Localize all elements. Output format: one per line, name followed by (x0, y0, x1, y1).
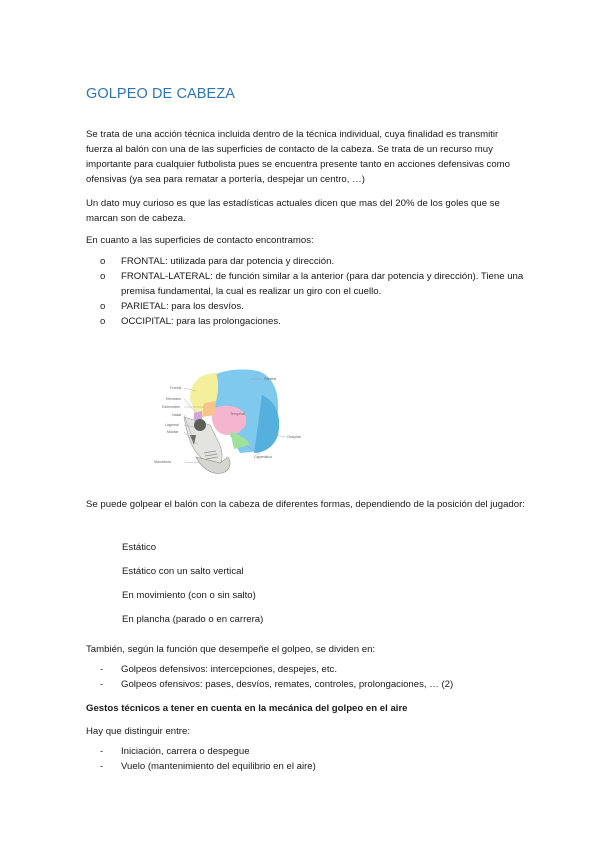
formas-intro: Se puede golpear el balón con la cabeza de diferentes formas, dependiendo de la posición del jugador: (86, 499, 525, 510)
skull-label-temporal: Temporal (230, 412, 245, 416)
list-item: - Golpeos defensivos: intercepciones, despejes, etc. (100, 664, 337, 675)
forma-item: En movimiento (con o sin salto) (122, 590, 256, 601)
forma-item: En plancha (parado o en carrera) (122, 614, 264, 625)
gestos-heading: Gestos técnicos a tener en cuenta en la mecánica del golpeo en el aire (86, 703, 408, 714)
list-item: o PARIETAL: para los desvíos. (100, 301, 244, 312)
dash-marker: - (100, 664, 104, 675)
dato-paragraph: Un dato muy curioso es que las estadísticas actuales dicen que mas del 20% de los goles que se marcan son de cabeza. (86, 198, 500, 224)
skull-label-lagrimal: Lagrimal (165, 423, 179, 427)
list-item: - Vuelo (mantenimiento del equilibrio en el aire) (100, 761, 316, 772)
bullet-marker: o (100, 316, 106, 327)
funcion-intro: También, según la función que desempeñe el golpeo, se dividen en: (86, 644, 376, 655)
fases-list (100, 744, 530, 774)
bullet-marker: o (100, 256, 106, 267)
bullet-marker: o (100, 301, 106, 312)
skull-label-nasal: Nasal (172, 413, 182, 417)
skull-label-maxilar: Maxilar (167, 430, 179, 434)
skull-label-cigomatico: Cigomático (254, 455, 272, 459)
skull-label-mandibula: Mandíbula (154, 460, 171, 464)
list-item: - Iniciación, carrera o despegue (100, 746, 250, 757)
dash-marker: - (100, 679, 104, 690)
skull-label-occipital: Occipital (287, 435, 301, 439)
orbit (194, 419, 206, 431)
skull-label-esfenoides: Esfenoides (162, 405, 180, 409)
skull-label-etmoides: Etmoides (166, 397, 181, 401)
funciones-list (100, 662, 530, 692)
skull-label-parietal: Parietal (264, 377, 277, 381)
esfenoides-bone (202, 401, 216, 417)
intro-paragraph: Se trata de una acción técnica incluida dentro de la técnica individual, cuya finalidad es transmitir fuerza al balón con una de las superficies de contacto de la cabeza. Se trata de un recurso muy importante para cualquier futbolista pues se encuentra presente tanto en acciones defensivas como ofensivas (ya sea para rematar a portería, despejar un centro, …) (86, 129, 510, 185)
bullet-marker: o (100, 271, 106, 282)
superficies-intro: En cuanto a las superficies de contacto encontramos: (86, 235, 314, 246)
list-item: o FRONTAL-LATERAL: de función similar a la anterior (para dar potencia y dirección). Tiene una premisa fundamental, la cual es realizar un giro con el cuello. (100, 271, 524, 297)
dash-marker: - (100, 761, 104, 772)
distinguir-text: Hay que distinguir entre: (86, 726, 190, 737)
page-title: GOLPEO DE CABEZA (86, 86, 236, 102)
dash-marker: - (100, 746, 104, 757)
surfaces-list (100, 254, 530, 329)
list-item: - Golpeos ofensivos: pases, desvíos, remates, controles, prolongaciones, … (2) (100, 679, 454, 690)
list-item: o FRONTAL: utilizada para dar potencia y dirección. (100, 256, 335, 267)
forma-item: Estático (122, 542, 157, 553)
skull-diagram (150, 365, 320, 480)
forma-item: Estático con un salto vertical (122, 566, 244, 577)
list-item: o OCCIPITAL: para las prolongaciones. (100, 316, 281, 327)
skull-label-frontal: Frontal (170, 386, 182, 390)
